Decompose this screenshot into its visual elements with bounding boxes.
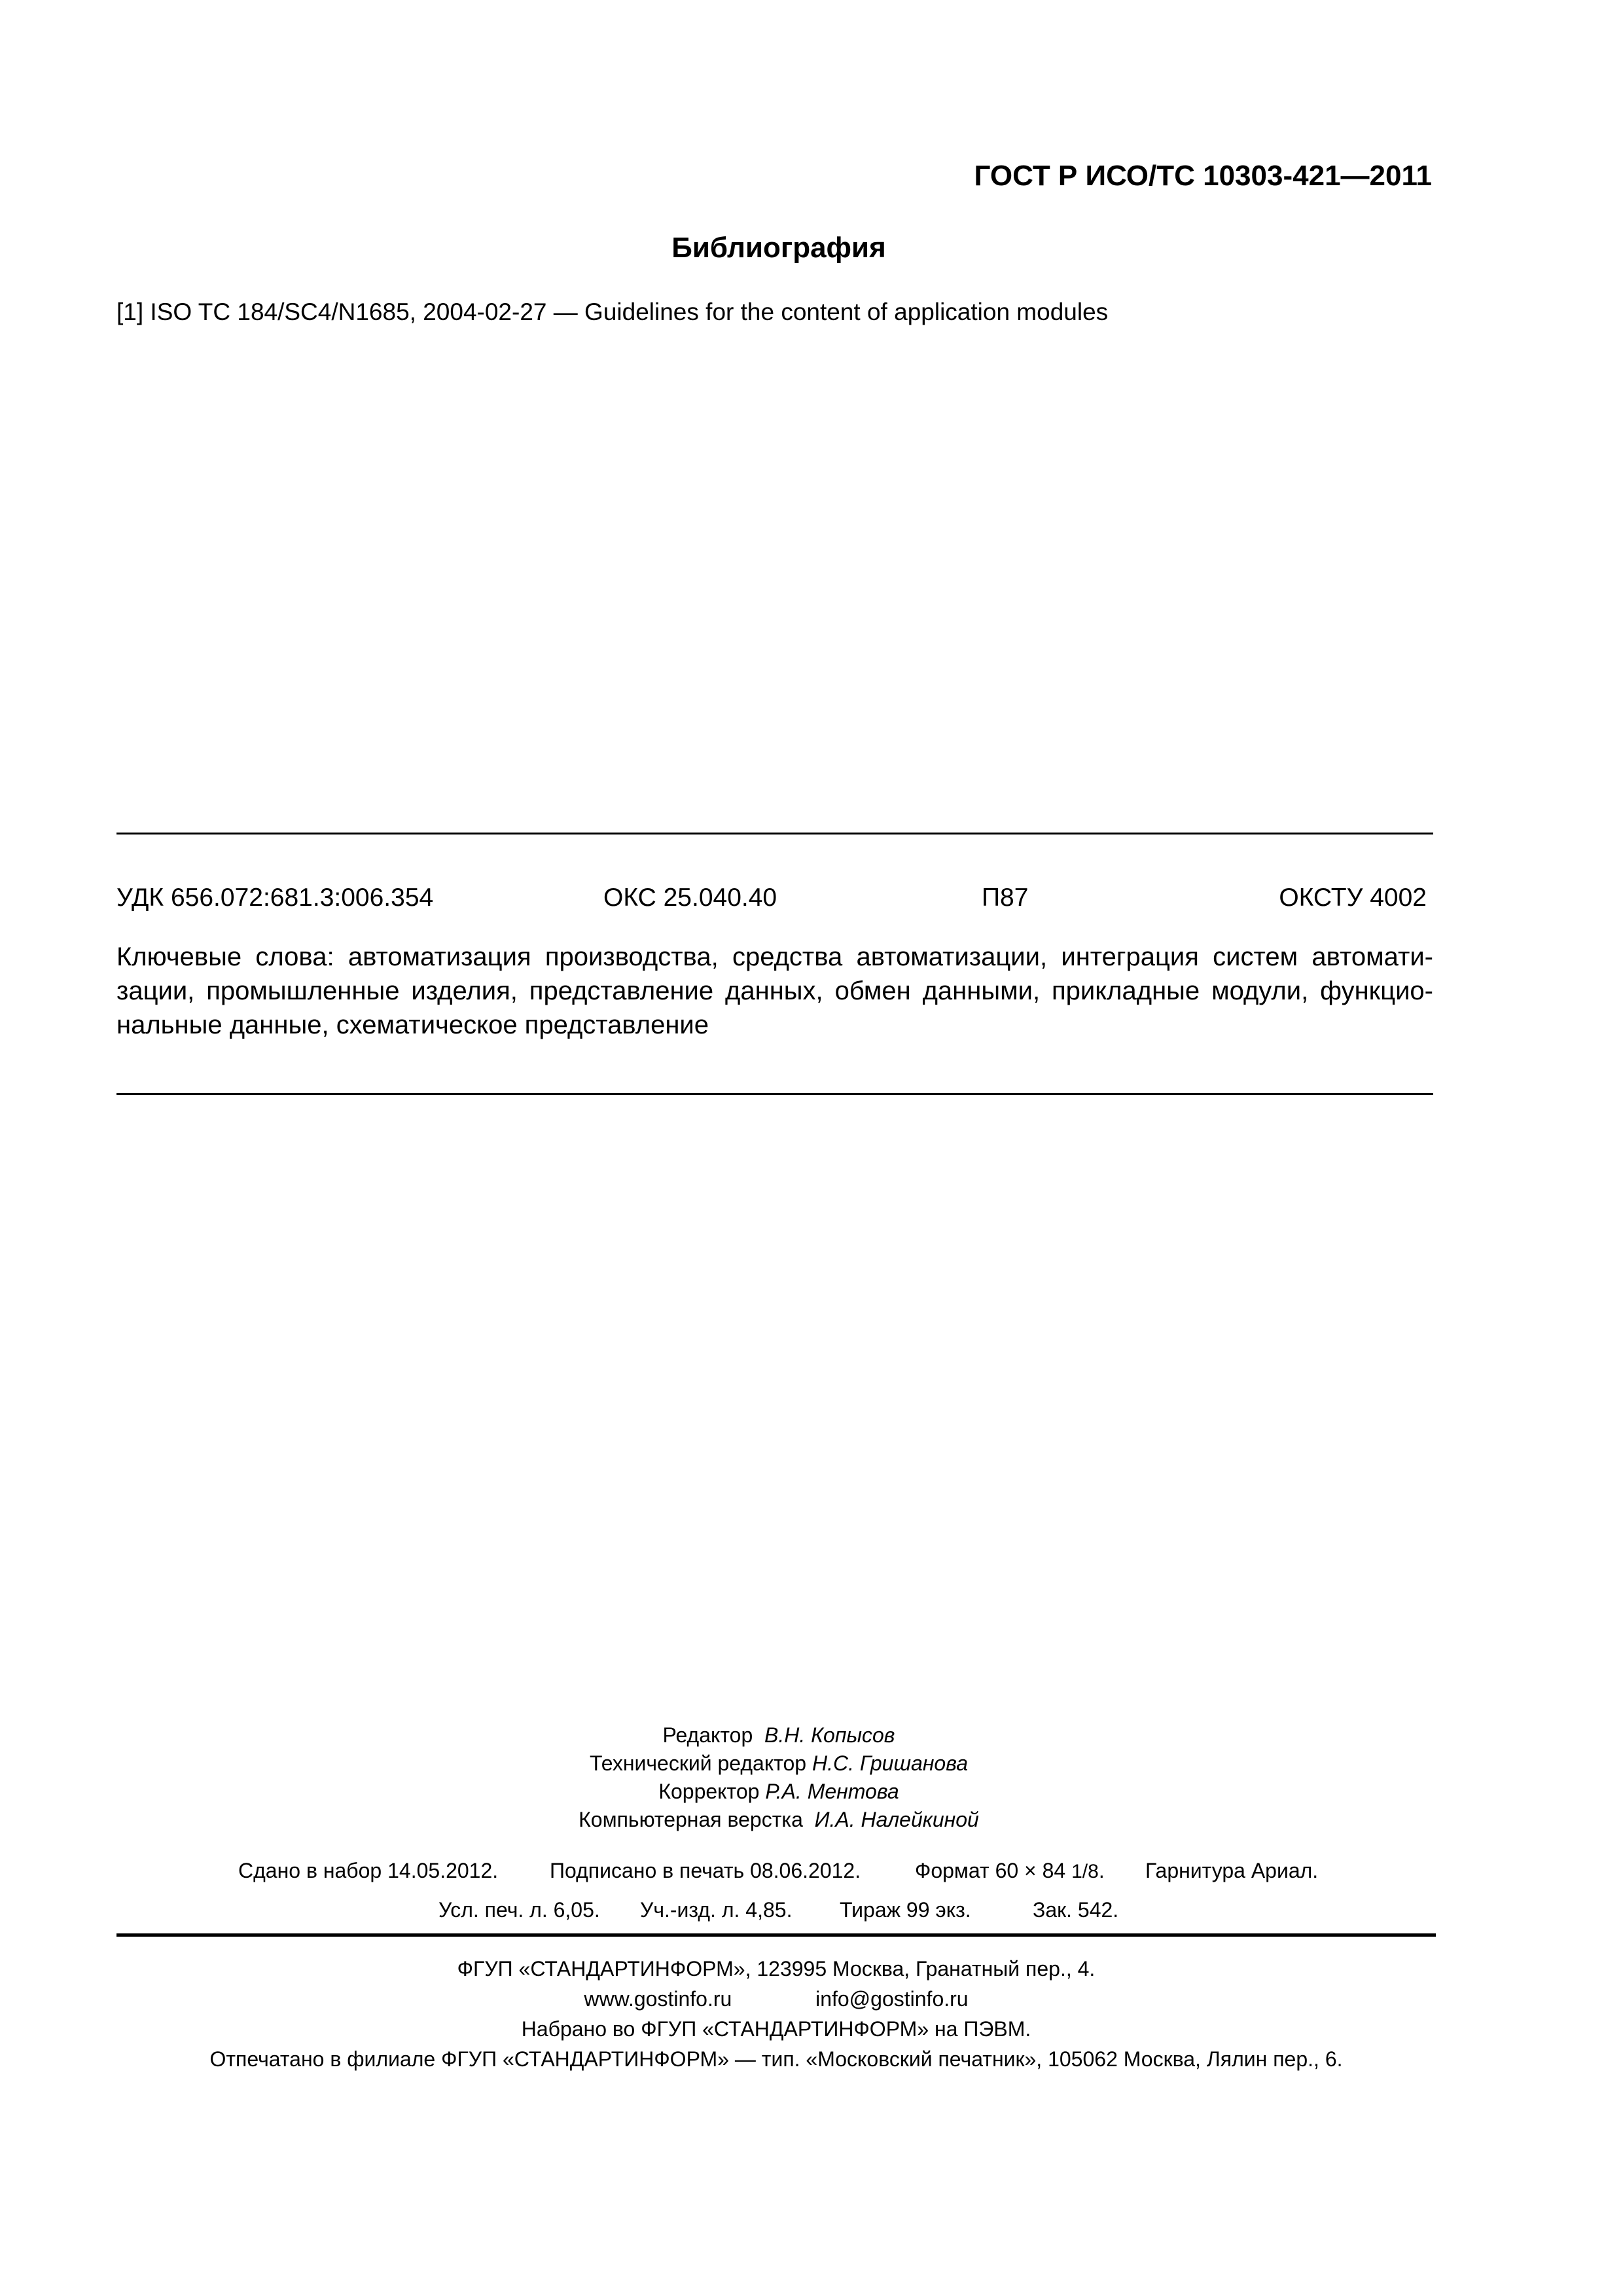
standard-id: ГОСТ Р ИСО/ТС 10303-421—2011	[974, 160, 1432, 192]
oks-code: ОКС 25.040.40	[603, 884, 777, 912]
publisher-line: ФГУП «СТАНДАРТИНФОРМ», 123995 Москва, Гранатный пер., 4.	[457, 1957, 1096, 1981]
submitted-date: Сдано в набор 14.05.2012.	[238, 1859, 499, 1882]
editor-name: В.Н. Копысов	[764, 1723, 895, 1747]
imprint	[0, 1954, 1552, 2074]
keywords-line: зации, промышленные изделия, представление данных, обмен данными, прикладные модули, функцио-	[116, 977, 1433, 1005]
contact-line	[0, 1984, 1552, 2014]
layout-label: Компьютерная верстка	[579, 1808, 803, 1831]
tech-editor-label: Технический редактор	[589, 1751, 807, 1775]
editor-line	[0, 1721, 1558, 1749]
p-code: П87	[982, 884, 1029, 912]
website-link[interactable]: www.gostinfo.ru	[584, 1987, 732, 2011]
tech-editor-name: Н.С. Гришанова	[812, 1751, 969, 1775]
divider-footer	[116, 1933, 1436, 1937]
email-link[interactable]: info@gostinfo.ru	[815, 1987, 969, 2011]
corrector-label: Корректор	[658, 1780, 760, 1803]
printed-line: Отпечатано в филиале ФГУП «СТАНДАРТИНФОРМ» — тип. «Московский печатник», 105062 Москва, Лялин пер., 6.	[209, 2047, 1343, 2071]
editor-label: Редактор	[662, 1723, 753, 1747]
keywords-line: Ключевые слова: автоматизация производства, средства автоматизации, интеграция систем автомати-	[116, 942, 1433, 971]
bibliography-title: Библиография	[671, 232, 886, 264]
corrector-line	[0, 1778, 1558, 1806]
print-sheets: Усл. печ. л. 6,05.	[438, 1898, 600, 1922]
credits	[0, 1721, 1558, 1834]
layout-line	[0, 1806, 1558, 1834]
order-number: Зак. 542.	[1033, 1898, 1119, 1922]
print-run: Тираж 99 экз.	[840, 1898, 971, 1922]
format-fraction: 1/8	[1071, 1861, 1099, 1882]
typeface: Гарнитура Ариал.	[1145, 1859, 1319, 1882]
divider-top	[116, 833, 1433, 834]
layout-name: И.А. Налейкиной	[814, 1808, 979, 1831]
okstu-code: ОКСТУ 4002	[1279, 884, 1427, 912]
divider-bottom	[116, 1093, 1433, 1095]
typeset-line: Набрано во ФГУП «СТАНДАРТИНФОРМ» на ПЭВМ.	[521, 2017, 1031, 2041]
format: Формат 60 × 84 1/8.	[915, 1859, 1105, 1882]
corrector-name: Р.А. Ментова	[765, 1780, 899, 1803]
tech-editor-line	[0, 1749, 1558, 1778]
udk-code: УДК 656.072:681.3:006.354	[116, 884, 434, 912]
keywords	[116, 940, 1433, 1042]
keywords-line: нальные данные, схематическое представление	[116, 1011, 709, 1039]
signed-date: Подписано в печать 08.06.2012.	[550, 1859, 861, 1882]
bibliography-item: [1] ISO TC 184/SC4/N1685, 2004-02-27 — Guidelines for the content of application modules	[116, 298, 1109, 325]
pub-sheets: Уч.-изд. л. 4,85.	[640, 1898, 793, 1922]
format-label: Формат 60 × 84	[915, 1859, 1066, 1882]
